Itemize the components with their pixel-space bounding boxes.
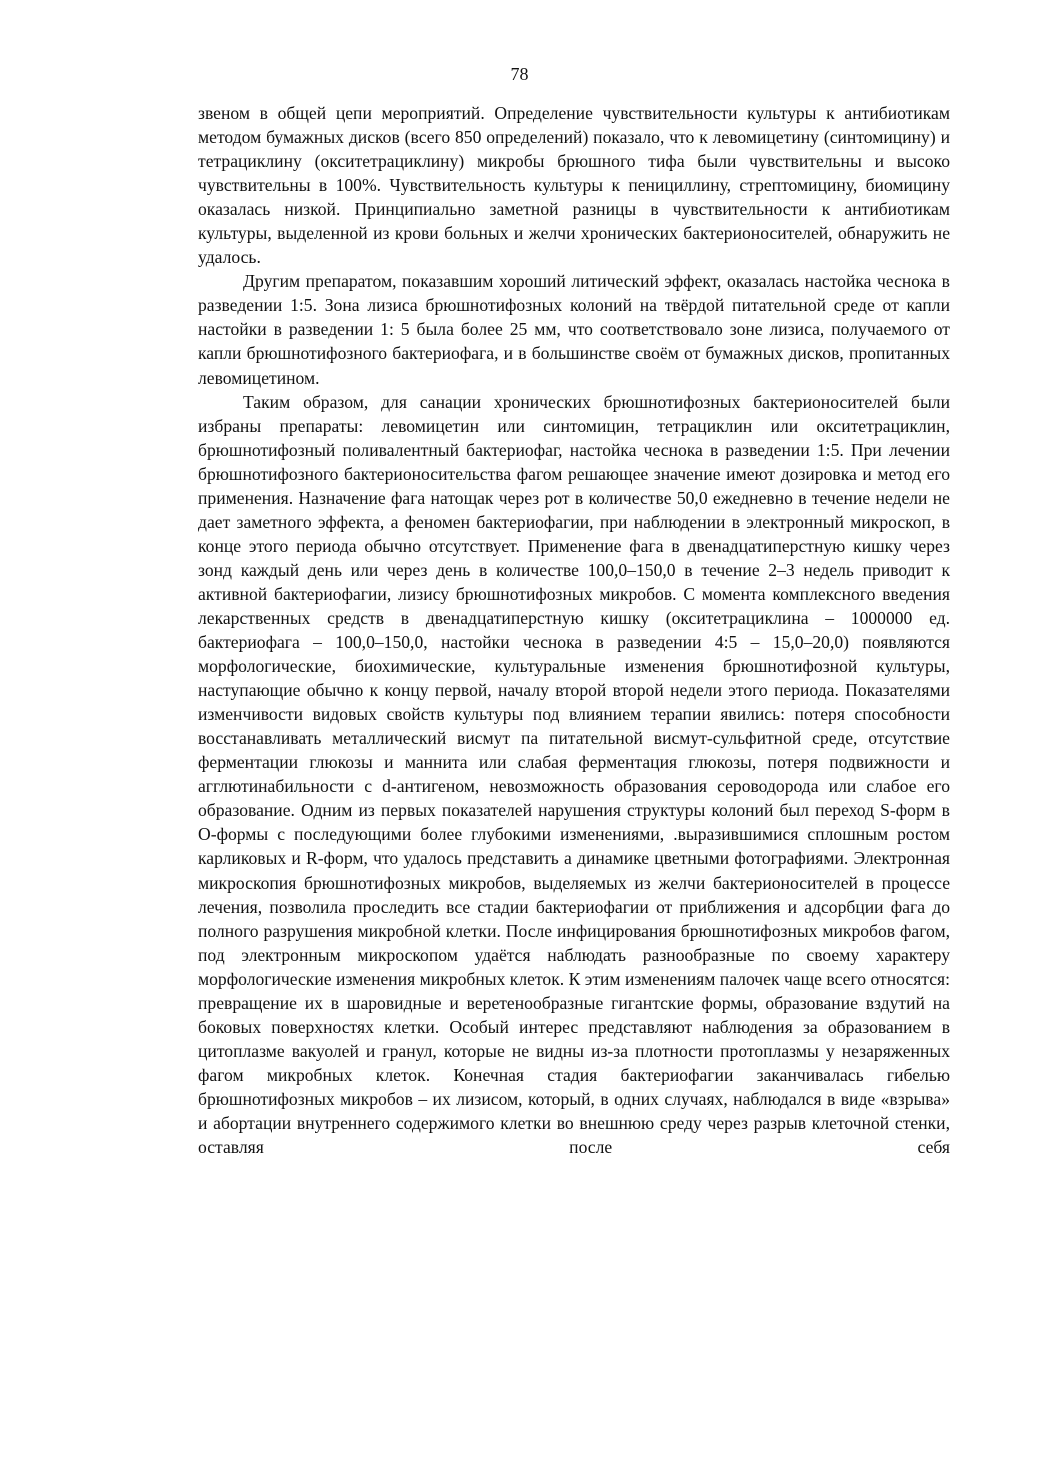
paragraph-2: Другим препаратом, показавшим хороший литический эффект, оказалась настойка чеснока в разведении 1:5. Зона лизиса брюшнотифозных колоний на твёрдой питательной среде от капли настойки в разведении 1: 5 была более 25 мм, что соответствовало зоне лизиса, получаемого от капли брюшнотифозного бактериофага, и в большинстве своём от бумажных дисков, пропитанных левомицетином.	[198, 271, 950, 388]
document-body	[198, 101, 950, 1159]
paragraph-1: звеном в общей цепи мероприятий. Определение чувствительности культуры к антибиотикам методом бумажных дисков (всего 850 определений) показало, что к левомицетину (синтомицину) и тетрациклину (окситетрациклину) микробы брюшного тифа были чувствительны и высоко чувствительны в 100%. Чувствительность культуры к пенициллину, стрептомицину, биомицину оказалась низкой. Принципиально заметной разницы в чувствительности к антибиотикам культуры, выделенной из крови больных и желчи хронических бактерионосителей, обнаружить не удалось.	[198, 103, 950, 268]
page-number: 78	[510, 64, 529, 84]
paragraph-3: Таким образом, для санации хронических брюшнотифозных бактерионосителей были избраны препараты: левомицетин или синтомицин, тетрациклин или окситетрациклин, брюшнотифозный поливалентный бактериофаг, настойка чеснока в разведении 1:5. При лечении брюшнотифозного бактерионосительства фагом решающее значение имеют дозировка и метод его применения. Назначение фага натощак через рот в количестве 50,0 ежедневно в течение недели не дает заметного эффекта, а феномен бактериофагии, при наблюдении в электронный микроскоп, в конце этого периода обычно отсутствует. Применение фага в двенадцатиперстную кишку через зонд каждый день или через день в количестве 100,0–150,0 в течение 2–3 недель приводит к активной бактериофагии, лизису брюшнотифозных микробов. С момента комплексного введения лекарственных средств в двенадцатиперстную кишку (окситетрациклина – 1000000 ед. бактериофага – 100,0–150,0, настойки чеснока в разведении 4:5 – 15,0–20,0) появляются морфологические, биохимические, культуральные изменения брюшнотифозной культуры, наступающие обычно к концу первой, началу второй второй недели этого периода. Показателями изменчивости видовых свойств культуры под влиянием терапии явились: потеря способности восстанавливать металлический висмут па питательной висмут-сульфитной среде, отсутствие ферментации глюкозы и маннита или слабая ферментация глюкозы, потеря подвижности и агглютинабильности с d-антигеном, невозможность образования сероводорода или слабое его образование. Одним из первых показателей нарушения структуры колоний был переход S-форм в O-формы с последующими более глубокими изменениями, .выразившимися сплошным ростом карликовых и R-форм, что удалось представить а динамике цветными фотографиями. Электронная микроскопия брюшнотифозных микробов, выделяемых из желчи бактерионосителей в процессе лечения, позволила проследить все стадии бактериофагии от приближения и адсорбции фага до полного разрушения микробной клетки. После инфицирования брюшнотифозных микробов фагом, под электронным микроскопом удаётся наблюдать разнообразные по своему характеру морфологические изменения микробных клеток. К этим изменениям палочек чаще всего относятся: превращение их в шаровидные и веретенообразные гигантские формы, образование вздутий на боковых поверхностях клетки. Особый интерес представляют наблюдения за образованием в цитоплазме вакуолей и гранул, которые не видны из-за плотности протоплазмы у незаряженных фагом микробных клеток. Конечная стадия бактериофагии заканчивалась гибелью брюшнотифозных микробов – их лизисом, который, в одних случаях, наблюдался в виде «взрыва» и абортации внутреннего содержимого клетки во внешнюю среду через разрыв клеточной стенки, оставляя после себя	[198, 391, 950, 1158]
